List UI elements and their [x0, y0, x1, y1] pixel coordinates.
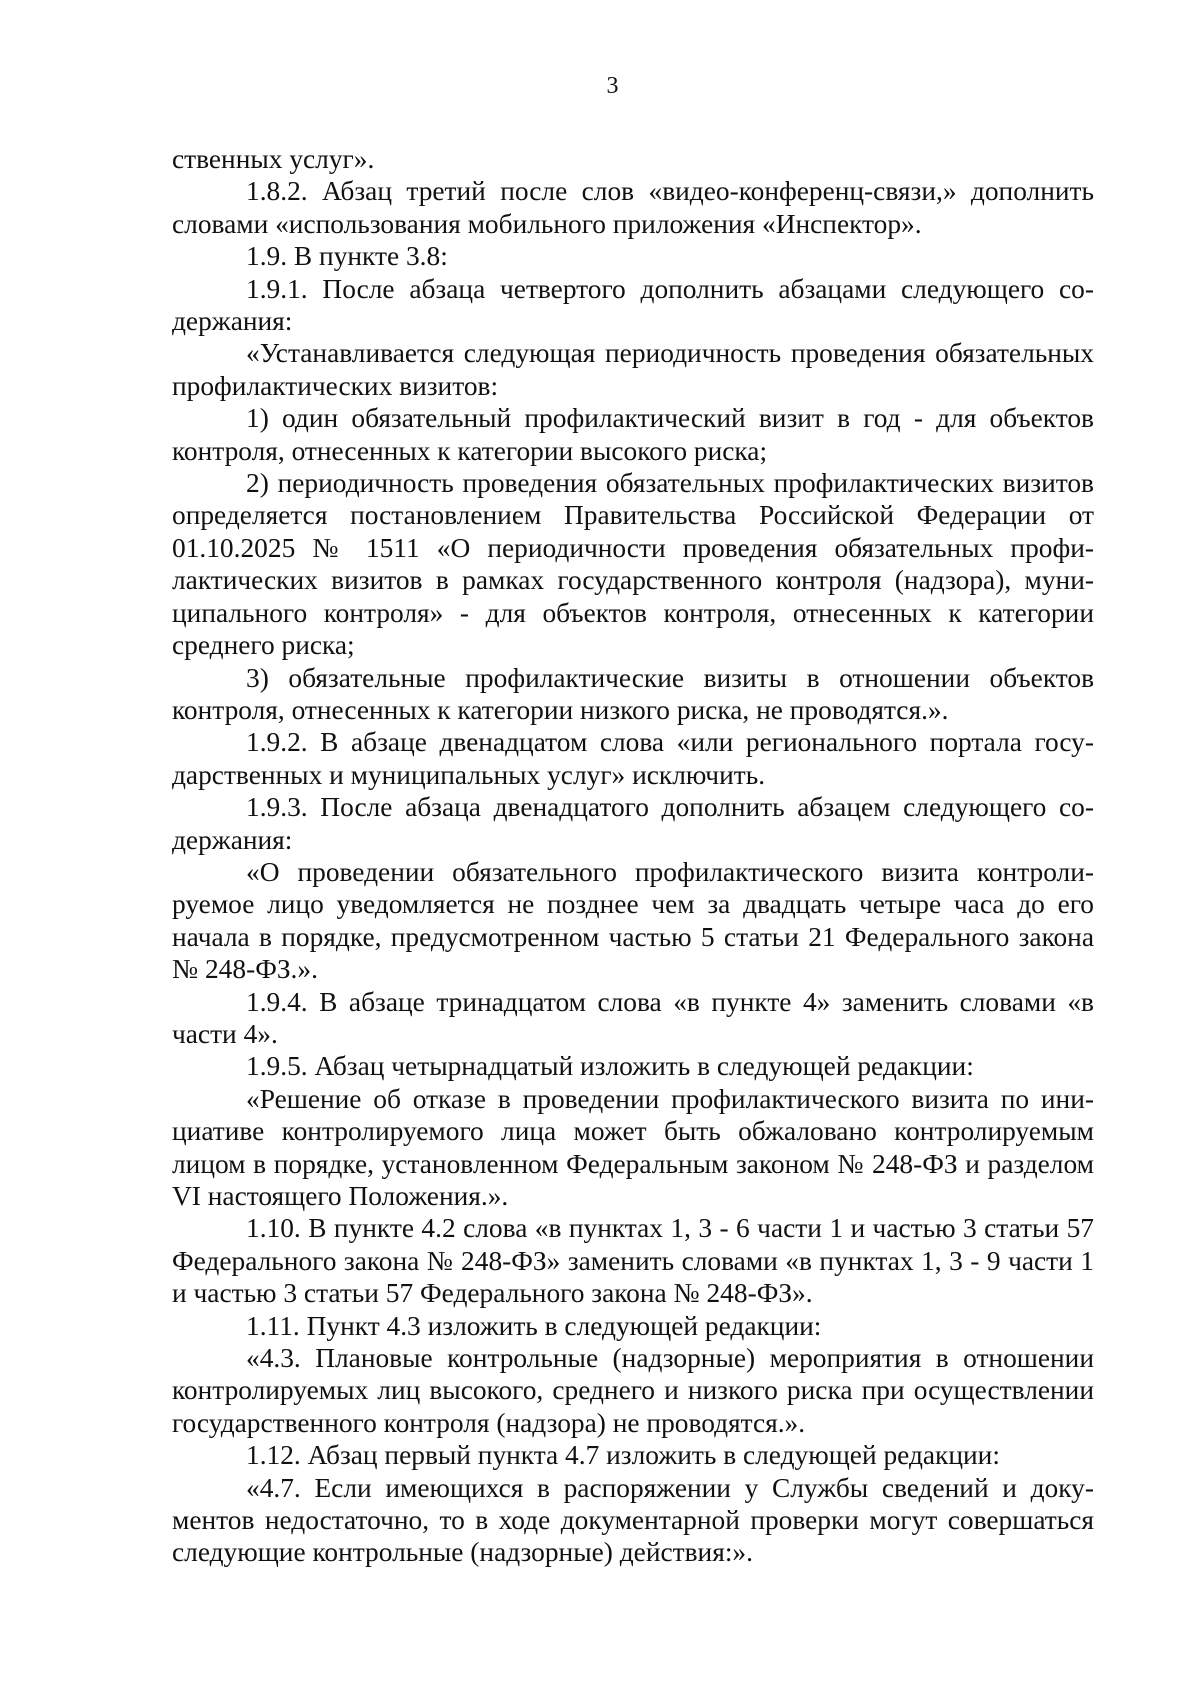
document-body: [172, 143, 1094, 1569]
paragraph: 1.11. Пункт 4.3 изложить в следующей редакции:: [246, 1310, 822, 1341]
paragraph: 2) периодичность проведения обязательных профилактических визитов определяется постановлением Правительства Российской Федерации от 01.10.2025 № 1511 «О периодичности проведения обязательных профилактических визитов в рамках государственного контроля (надзора), муниципального контроля» - для объектов контроля, отнесенных к категории среднего риска;: [172, 468, 1094, 661]
paragraph: 3) обязательные профилактические визиты в отношении объектов контроля, отнесенных к категории низкого риска, не проводятся.».: [172, 662, 1094, 725]
paragraph: 1.9.4. В абзаце тринадцатом слова «в пункте 4» заменить словами «в части 4».: [172, 986, 1094, 1049]
paragraph: 1.9.2. В абзаце двенадцатом слова «или регионального портала государственных и муниципальных услуг» исключить.: [172, 727, 1094, 790]
paragraph: 1.9.1. После абзаца четвертого дополнить абзацами следующего содержания:: [172, 273, 1094, 337]
paragraph: 1.9.5. Абзац четырнадцатый изложить в следующей редакции:: [246, 1051, 974, 1082]
paragraph: 1.9.3. После абзаца двенадцатого дополнить абзацем следующего содержания:: [172, 792, 1094, 855]
paragraph: 1.10. В пункте 4.2 слова «в пунктах 1, 3 - 6 части 1 и частью 3 статьи 57 Федерального закона № 248-ФЗ» заменить словами «в пунктах 1, 3 - 9 части 1 и частью 3 статьи 57 Федерального закона № 248-ФЗ».: [172, 1213, 1094, 1309]
paragraph: «Устанавливается следующая периодичность проведения обязательных профилактических визитов:: [172, 338, 1094, 401]
paragraph: ственных услуг».: [172, 144, 375, 174]
paragraph: «Решение об отказе в проведении профилактического визита по инициативе контролируемого лица может быть обжаловано контролируемым лицом в порядке, установленном Федеральным законом № 248-ФЗ и разделом VI настоящего Положения.».: [172, 1083, 1094, 1211]
paragraph: 1.9. В пункте 3.8:: [246, 241, 448, 272]
page-number: 3: [606, 73, 619, 99]
paragraph: 1.8.2. Абзац третий после слов «видео-конференц-связи,» дополнить словами «использования мобильного приложения «Инспектор».: [172, 176, 1094, 239]
paragraph: «4.7. Если имеющихся в распоряжении у Службы сведений и документов недостаточно, то в ходе документарной проверки могут совершаться следующие контрольные (надзорные) действия:».: [172, 1472, 1094, 1568]
paragraph: 1) один обязательный профилактический визит в год - для объектов контроля, отнесенных к категории высокого риска;: [172, 403, 1094, 466]
paragraph: «4.3. Плановые контрольные (надзорные) мероприятия в отношении контролируемых лиц высокого, среднего и низкого риска при осуществлении государственного контроля (надзора) не проводятся.».: [172, 1343, 1094, 1438]
paragraph: 1.12. Абзац первый пункта 4.7 изложить в следующей редакции:: [246, 1440, 1000, 1471]
paragraph: «О проведении обязательного профилактического визита контролируемое лицо уведомляется не позднее чем за двадцать четыре часа до его начала в порядке, предусмотренном частью 5 статьи 21 Федерального закона № 248-ФЗ.».: [172, 856, 1094, 985]
